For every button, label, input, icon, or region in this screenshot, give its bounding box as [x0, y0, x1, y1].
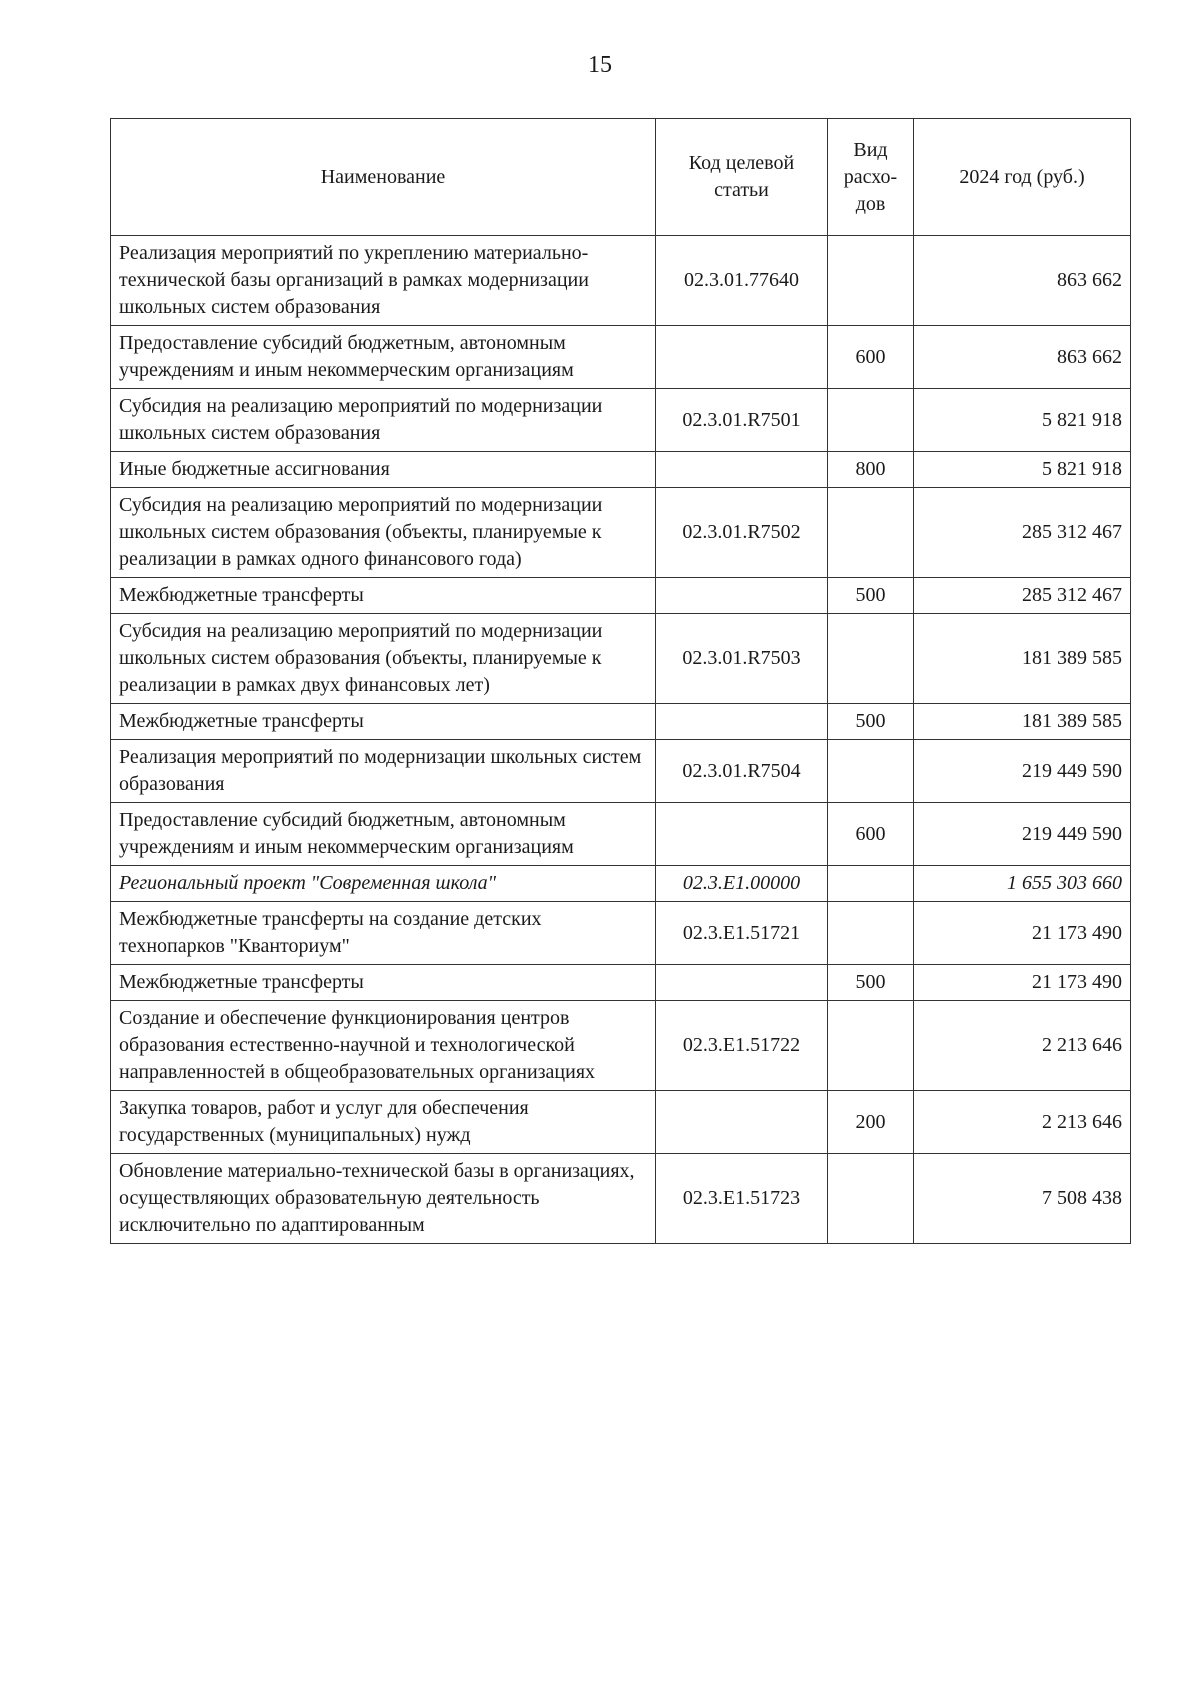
cell-kind — [828, 902, 914, 965]
table-row — [111, 578, 1131, 614]
cell-amount: 219 449 590 — [914, 740, 1131, 803]
cell-code — [656, 704, 828, 740]
table-row — [111, 488, 1131, 578]
table-row — [111, 803, 1131, 866]
cell-name: Региональный проект "Современная школа" — [111, 866, 656, 902]
cell-kind: 200 — [828, 1091, 914, 1154]
cell-code — [656, 1091, 828, 1154]
table-row — [111, 965, 1131, 1001]
cell-name: Закупка товаров, работ и услуг для обеспечения государственных (муниципальных) нужд — [111, 1091, 656, 1154]
cell-amount: 285 312 467 — [914, 488, 1131, 578]
cell-name: Обновление материально-технической базы в организациях, осуществляющих образовательную деятельность исключительно по адаптированным — [111, 1154, 656, 1244]
cell-name: Создание и обеспечение функционирования центров образования естественно-научной и технологической направленностей в общеобразовательных организациях — [111, 1001, 656, 1091]
cell-amount: 5 821 918 — [914, 452, 1131, 488]
cell-amount: 1 655 303 660 — [914, 866, 1131, 902]
cell-code — [656, 326, 828, 389]
table-row — [111, 236, 1131, 326]
cell-amount: 21 173 490 — [914, 902, 1131, 965]
cell-kind — [828, 1001, 914, 1091]
cell-code: 02.3.01.R7501 — [656, 389, 828, 452]
cell-code: 02.3.01.77640 — [656, 236, 828, 326]
table-row — [111, 452, 1131, 488]
cell-kind — [828, 740, 914, 803]
cell-name: Субсидия на реализацию мероприятий по модернизации школьных систем образования (объекты, планируемые к реализации в рамках одного финансового года) — [111, 488, 656, 578]
cell-amount: 2 213 646 — [914, 1091, 1131, 1154]
cell-code — [656, 965, 828, 1001]
table-row — [111, 902, 1131, 965]
header-name: Наименование — [111, 119, 656, 236]
cell-kind: 500 — [828, 578, 914, 614]
page-number: 15 — [588, 52, 612, 78]
cell-kind: 800 — [828, 452, 914, 488]
cell-kind: 500 — [828, 704, 914, 740]
cell-code — [656, 452, 828, 488]
cell-name: Межбюджетные трансферты на создание детских технопарков "Кванториум" — [111, 902, 656, 965]
cell-code: 02.3.E1.51722 — [656, 1001, 828, 1091]
table-row — [111, 389, 1131, 452]
cell-amount: 219 449 590 — [914, 803, 1131, 866]
table-row — [111, 1001, 1131, 1091]
cell-code — [656, 578, 828, 614]
header-amount: 2024 год (руб.) — [914, 119, 1131, 236]
cell-amount: 5 821 918 — [914, 389, 1131, 452]
header-kind: Вид расхо-дов — [828, 119, 914, 236]
cell-amount: 863 662 — [914, 326, 1131, 389]
cell-code: 02.3.E1.51721 — [656, 902, 828, 965]
table-body — [111, 236, 1131, 1244]
table-row — [111, 1154, 1131, 1244]
cell-name: Предоставление субсидий бюджетным, автономным учреждениям и иным некоммерческим организациям — [111, 326, 656, 389]
table-header-row — [111, 119, 1131, 236]
cell-amount: 181 389 585 — [914, 614, 1131, 704]
header-code: Код целевой статьи — [656, 119, 828, 236]
cell-amount: 285 312 467 — [914, 578, 1131, 614]
cell-amount: 181 389 585 — [914, 704, 1131, 740]
table-row — [111, 1091, 1131, 1154]
cell-kind — [828, 866, 914, 902]
cell-name: Межбюджетные трансферты — [111, 578, 656, 614]
cell-kind — [828, 389, 914, 452]
cell-name: Межбюджетные трансферты — [111, 965, 656, 1001]
cell-name: Иные бюджетные ассигнования — [111, 452, 656, 488]
table-row — [111, 866, 1131, 902]
cell-name: Реализация мероприятий по укреплению материально-технической базы организаций в рамках модернизации школьных систем образования — [111, 236, 656, 326]
cell-code: 02.3.01.R7502 — [656, 488, 828, 578]
table-row — [111, 740, 1131, 803]
cell-kind: 600 — [828, 326, 914, 389]
cell-name: Субсидия на реализацию мероприятий по модернизации школьных систем образования (объекты, планируемые к реализации в рамках двух финансовых лет) — [111, 614, 656, 704]
cell-name: Субсидия на реализацию мероприятий по модернизации школьных систем образования — [111, 389, 656, 452]
cell-name: Предоставление субсидий бюджетным, автономным учреждениям и иным некоммерческим организациям — [111, 803, 656, 866]
cell-kind: 500 — [828, 965, 914, 1001]
cell-name: Реализация мероприятий по модернизации школьных систем образования — [111, 740, 656, 803]
budget-table — [110, 118, 1131, 1244]
cell-code: 02.3.01.R7504 — [656, 740, 828, 803]
table-row — [111, 704, 1131, 740]
cell-amount: 7 508 438 — [914, 1154, 1131, 1244]
cell-code: 02.3.E1.00000 — [656, 866, 828, 902]
cell-amount: 863 662 — [914, 236, 1131, 326]
cell-kind — [828, 488, 914, 578]
cell-kind — [828, 236, 914, 326]
cell-kind — [828, 614, 914, 704]
cell-amount: 2 213 646 — [914, 1001, 1131, 1091]
table-row — [111, 614, 1131, 704]
table-row — [111, 326, 1131, 389]
cell-code — [656, 803, 828, 866]
cell-kind — [828, 1154, 914, 1244]
cell-code: 02.3.01.R7503 — [656, 614, 828, 704]
cell-kind: 600 — [828, 803, 914, 866]
cell-amount: 21 173 490 — [914, 965, 1131, 1001]
cell-code: 02.3.E1.51723 — [656, 1154, 828, 1244]
cell-name: Межбюджетные трансферты — [111, 704, 656, 740]
